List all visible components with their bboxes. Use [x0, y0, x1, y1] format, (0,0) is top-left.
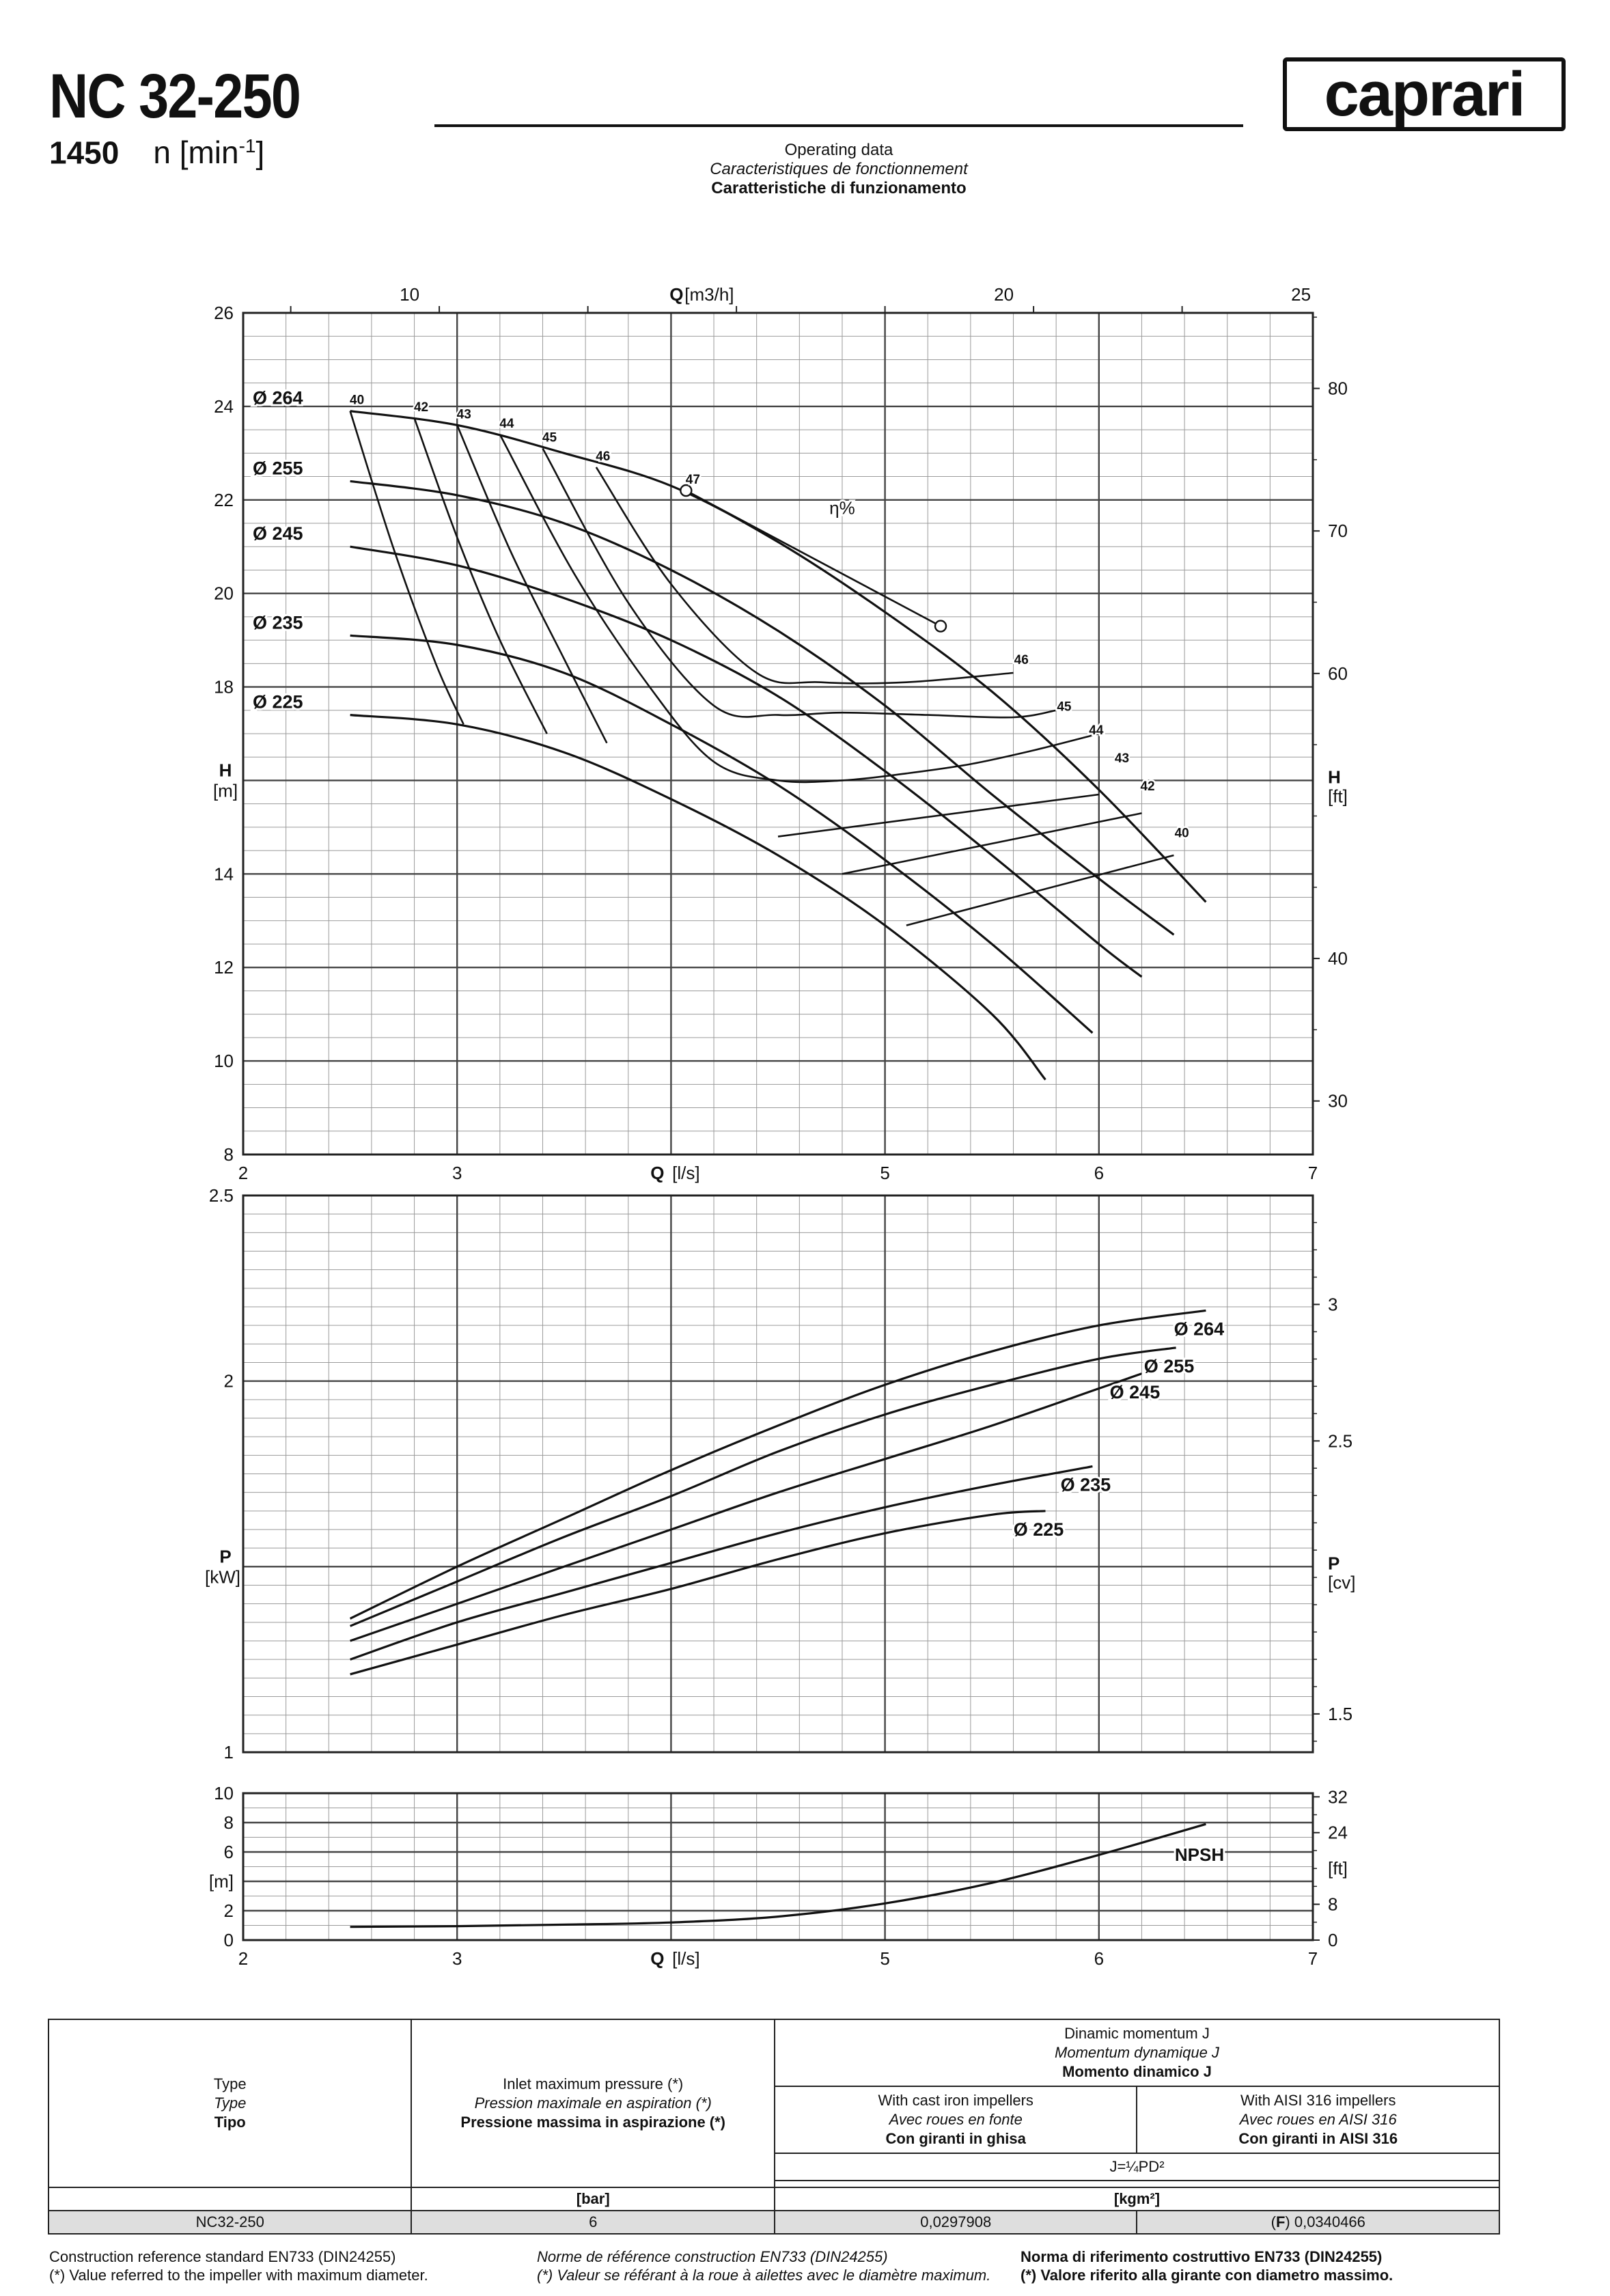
- formula-cell: J=¼PD²: [775, 2153, 1499, 2181]
- efficiency-label: 42: [413, 400, 429, 415]
- curve-layer: [350, 411, 1206, 1927]
- pressure-unit: [bar]: [411, 2187, 775, 2211]
- npsh-x-tick: 2: [238, 1948, 249, 1969]
- y-tick-label: 22: [214, 489, 234, 510]
- efficiency-line: [457, 425, 607, 743]
- title-fr: Caracteristiques de fonctionnement: [710, 160, 968, 178]
- npsh-y2-tick-label: 8: [1328, 1894, 1338, 1915]
- castiron-fr: Avec roues en fonte: [889, 2111, 1023, 2128]
- power-y-tick: 1: [223, 1742, 234, 1762]
- efficiency-line: [350, 411, 464, 725]
- castiron-en: With cast iron impellers: [878, 2092, 1033, 2109]
- notes-fr: [537, 2247, 990, 2284]
- row-castiron: 0,0297908: [775, 2211, 1137, 2234]
- note-fr-1: Norme de référence construction EN733 (DIN24255): [537, 2248, 888, 2265]
- y2-tick-label: 40: [1328, 948, 1348, 969]
- model-title: NC 32-250: [49, 61, 301, 131]
- efficiency-line: [686, 490, 941, 626]
- npsh-y-unit: [m]: [208, 1871, 234, 1892]
- efficiency-branch: [778, 794, 1099, 837]
- x2-axis-label-unit: [m3/h]: [684, 284, 734, 305]
- efficiency-branch: [906, 855, 1174, 926]
- npsh-y-tick: 0: [223, 1930, 234, 1950]
- head-curve-label: Ø 245: [253, 523, 303, 544]
- type-it: Tipo: [214, 2114, 246, 2131]
- efficiency-label: 44: [499, 416, 514, 431]
- power-curve-label: Ø 255: [1143, 1355, 1195, 1377]
- efficiency-label-right: 46: [1014, 653, 1029, 668]
- row-aisi-prefix: (: [1271, 2213, 1276, 2230]
- speed-unit: n [min: [153, 135, 239, 171]
- head-curve: [350, 411, 1206, 902]
- y2-tick-label: 60: [1328, 663, 1348, 684]
- castiron-it: Con giranti in ghisa: [885, 2130, 1026, 2147]
- speed-exponent: -1: [238, 135, 256, 156]
- x2-tick-label: 25: [1291, 284, 1311, 305]
- y2-axis-label: H: [1328, 766, 1341, 788]
- y-tick-label: 26: [214, 303, 234, 323]
- power-y2-tick-label: 3: [1328, 1294, 1338, 1315]
- x-axis-label-q: Q: [650, 1163, 665, 1183]
- npsh-curve-label: NPSH: [1174, 1844, 1225, 1865]
- efficiency-label: 47: [685, 473, 700, 488]
- note-fr-2: (*) Valeur se référant à la roue à ailettes avec le diamètre maximum.: [537, 2267, 991, 2284]
- head-curve-label: Ø 235: [253, 612, 303, 633]
- x2-tick-label: 20: [994, 284, 1014, 305]
- x-tick-label: 6: [1094, 1163, 1105, 1183]
- head-curve: [350, 635, 1093, 1033]
- aisi-it: Con giranti in AISI 316: [1238, 2130, 1398, 2147]
- power-y2-label: P: [1328, 1553, 1340, 1574]
- type-header: [48, 2019, 411, 2187]
- power-curve: [350, 1511, 1046, 1674]
- head-curve-label: Ø 264: [253, 387, 303, 409]
- power-curve-label: Ø 235: [1060, 1474, 1111, 1495]
- npsh-y2-unit: [ft]: [1328, 1858, 1348, 1879]
- row-aisi: [1137, 2211, 1499, 2234]
- pressure-it: Pressione massima in aspirazione (*): [460, 2114, 726, 2131]
- pressure-en: Inlet maximum pressure (*): [503, 2075, 684, 2092]
- title-it: Caratteristiche di funzionamento: [711, 179, 967, 197]
- efficiency-label-right: 44: [1089, 723, 1104, 738]
- note-en-2: (*) Value referred to the impeller with maximum diameter.: [49, 2267, 428, 2284]
- efficiency-unit-label: η%: [829, 497, 855, 518]
- x-tick-label: 3: [452, 1163, 462, 1183]
- type-fr: Type: [214, 2094, 247, 2112]
- notes-en: [49, 2247, 428, 2284]
- speed-bracket: ]: [255, 135, 265, 171]
- efficiency-label: 46: [596, 449, 611, 464]
- y-tick-label: 8: [223, 1144, 234, 1165]
- npsh-x-tick: 3: [452, 1948, 462, 1969]
- efficiency-label: 40: [350, 393, 365, 408]
- x-tick-label: 5: [880, 1163, 890, 1183]
- moment-unit: [kgm²]: [775, 2187, 1499, 2211]
- y-axis-label: H: [219, 760, 232, 781]
- power-curve-label: Ø 225: [1013, 1519, 1064, 1540]
- x2-tick-label: 10: [400, 284, 420, 305]
- efficiency-label: 45: [542, 430, 557, 445]
- grid-layer: [243, 306, 1320, 1940]
- y2-tick-label: 80: [1328, 378, 1348, 399]
- power-curve-label: Ø 245: [1109, 1381, 1161, 1402]
- efficiency-label-right: 42: [1140, 779, 1155, 794]
- spacer-cell: [775, 2181, 1499, 2187]
- npsh-y-tick: 2: [223, 1900, 234, 1921]
- aisi-fr: Avec roues en AISI 316: [1239, 2111, 1397, 2128]
- power-y2-tick-label: 2.5: [1328, 1430, 1353, 1452]
- moment-en: Dinamic momentum J: [1064, 2025, 1210, 2042]
- row-aisi-flag: F: [1275, 2213, 1286, 2230]
- x-axis-label-unit: [l/s]: [672, 1163, 700, 1183]
- note-it-2: (*) Valore riferito alla girante con diametro massimo.: [1021, 2267, 1393, 2284]
- y-axis-unit: [m]: [212, 780, 238, 801]
- head-curve: [350, 481, 1174, 935]
- npsh-y2-tick-label: 32: [1328, 1786, 1348, 1808]
- npsh-x-tick: 6: [1094, 1948, 1105, 1969]
- aisi-header: [1137, 2086, 1499, 2153]
- aisi-en: With AISI 316 impellers: [1240, 2092, 1396, 2109]
- x-tick-label: 7: [1307, 1163, 1318, 1183]
- type-unit-cell: [48, 2187, 411, 2211]
- npsh-x-label-unit: [l/s]: [672, 1948, 700, 1969]
- head-curve-label: Ø 225: [253, 691, 303, 713]
- y-tick-label: 18: [214, 676, 234, 697]
- brand-logo-text: caprari: [1324, 59, 1525, 129]
- npsh-x-tick: 5: [880, 1948, 890, 1969]
- y-tick-label: 24: [214, 396, 234, 417]
- row-aisi-value: ) 0,0340466: [1285, 2213, 1365, 2230]
- npsh-x-label-q: Q: [650, 1948, 665, 1969]
- y2-tick-label: 30: [1328, 1090, 1348, 1111]
- x-tick-label: 2: [238, 1163, 249, 1183]
- efficiency-label-right: 40: [1174, 826, 1189, 841]
- moment-fr: Momentum dynamique J: [1055, 2044, 1219, 2061]
- y-tick-label: 20: [214, 583, 234, 604]
- y2-axis-unit: [ft]: [1328, 786, 1348, 807]
- y2-tick-label: 70: [1328, 521, 1348, 542]
- moment-header: [775, 2019, 1499, 2086]
- y-tick-label: 12: [214, 957, 234, 978]
- pressure-fr: Pression maximale en aspiration (*): [474, 2094, 712, 2112]
- data-table: [48, 2019, 1500, 2235]
- y-tick-label: 10: [214, 1051, 234, 1072]
- castiron-header: [775, 2086, 1137, 2153]
- x2-axis-label-q: Q: [669, 284, 684, 305]
- moment-it: Momento dinamico J: [1062, 2063, 1212, 2080]
- note-en-1: Construction reference standard EN733 (DIN24255): [49, 2248, 396, 2265]
- npsh-y2-tick-label: 24: [1328, 1822, 1348, 1843]
- pressure-header: [411, 2019, 775, 2187]
- power-curve-label: Ø 264: [1174, 1318, 1225, 1340]
- speed-value: 1450: [49, 135, 120, 171]
- power-y-tick: 2.5: [208, 1185, 234, 1206]
- npsh-y-tick: 10: [214, 1783, 234, 1803]
- power-y-unit: [kW]: [205, 1566, 240, 1588]
- efficiency-label-right: 45: [1057, 700, 1072, 715]
- power-y2-unit: [cv]: [1328, 1572, 1356, 1593]
- power-y-tick: 2: [223, 1370, 234, 1392]
- efficiency-label: 43: [456, 407, 471, 422]
- row-type: NC32-250: [48, 2211, 411, 2234]
- row-pressure: 6: [411, 2211, 775, 2234]
- efficiency-marker: [935, 621, 946, 632]
- power-y2-tick-label: 1.5: [1328, 1703, 1353, 1724]
- head-curve-label: Ø 255: [253, 458, 303, 479]
- power-y-label: P: [219, 1546, 232, 1567]
- npsh-y-tick: 6: [223, 1842, 234, 1862]
- type-en: Type: [213, 2075, 247, 2092]
- note-it-1: Norma di riferimento costruttivo EN733 (DIN24255): [1021, 2248, 1383, 2265]
- title-en: Operating data: [784, 141, 893, 159]
- power-curve: [350, 1348, 1176, 1627]
- power-curve: [350, 1374, 1142, 1641]
- label-layer: [205, 284, 1355, 1969]
- npsh-y2-tick-label: 0: [1328, 1930, 1338, 1950]
- notes-it: [1021, 2247, 1393, 2284]
- efficiency-label-right: 43: [1114, 751, 1130, 766]
- y-tick-label: 14: [214, 863, 234, 885]
- power-curve: [350, 1467, 1093, 1660]
- npsh-x-tick: 7: [1307, 1948, 1318, 1969]
- npsh-y-tick: 8: [223, 1812, 234, 1833]
